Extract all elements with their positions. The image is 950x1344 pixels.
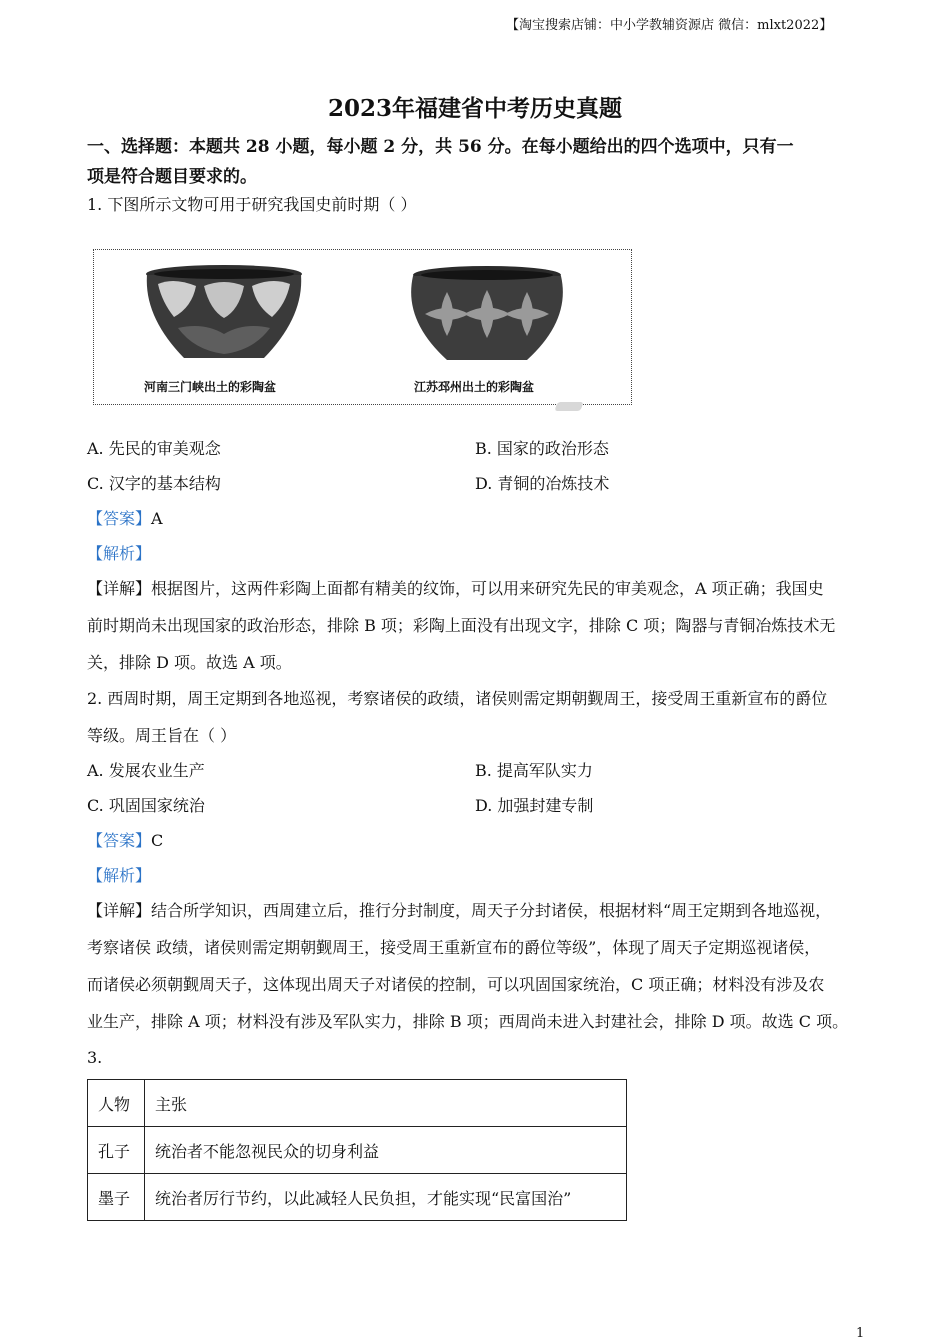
q1-figure (93, 249, 632, 405)
caption-left: 河南三门峡出土的彩陶盆 (144, 380, 277, 394)
answer-tag: 【答案】 (87, 509, 152, 528)
pottery-basin-left-image (144, 262, 304, 382)
q2-detail-line-1: 【详解】结合所学知识，西周建立后，推行分封制度，周天子分封诸侯，根据材料“周王定期到各地巡视， (87, 901, 832, 920)
table-cell: 孔子 (88, 1127, 145, 1174)
q1-option-d: D. 青铜的冶炼技术 (475, 474, 610, 493)
table-row (88, 1080, 627, 1127)
q2-detail-line-4: 业生产，排除 A 项；材料没有涉及军队实力，排除 B 项；西周尚未进入封建社会，排除 D 项。故选 C 项。 (87, 1012, 849, 1031)
table-cell: 墨子 (88, 1174, 145, 1221)
q2-option-d: D. 加强封建专制 (475, 796, 594, 815)
table-header-cell: 人物 (88, 1080, 145, 1127)
q2-stem-line-2: 等级。周王旨在（ ） (87, 726, 237, 745)
q2-option-c: C. 巩固国家统治 (87, 796, 205, 815)
q2-detail-line-3: 而诸侯必须朝觐周天子，这体现出周天子对诸侯的控制，可以巩固国家统治，C 项正确；材料没有涉及农 (87, 975, 825, 994)
pottery-basin-right-image (407, 262, 567, 382)
table-row (88, 1127, 627, 1174)
q1-option-c: C. 汉字的基本结构 (87, 474, 221, 493)
page-title: 2023年福建省中考历史真题 (327, 95, 622, 122)
q1-detail-line-2: 前时期尚未出现国家的政治形态，排除 B 项；彩陶上面没有出现文字，排除 C 项；陶器与青铜冶炼技术无 (87, 616, 836, 635)
table-header-cell: 主张 (145, 1080, 627, 1127)
q2-answer (87, 830, 163, 852)
caption-right: 江苏邳州出土的彩陶盆 (414, 380, 535, 394)
q3-number: 3. (87, 1048, 103, 1067)
q2-analysis-tag: 【解析】 (87, 866, 152, 885)
q1-detail-line-1: 【详解】根据图片，这两件彩陶上面都有精美的纹饰，可以用来研究先民的审美观念，A 项正确；我国史 (87, 579, 824, 598)
answer-value: A (151, 509, 163, 528)
watermark-mark (554, 402, 583, 411)
header-note: 【淘宝搜索店铺：中小学教辅资源店 微信：mlxt2022】 (506, 18, 833, 33)
page-number: 1 (856, 1326, 865, 1341)
table-cell: 统治者不能忽视民众的切身利益 (145, 1127, 627, 1174)
table-row (88, 1174, 627, 1221)
q2-option-a: A. 发展农业生产 (87, 761, 205, 780)
table-cell: 统治者厉行节约，以此减轻人民负担，才能实现“民富国治” (145, 1174, 627, 1221)
q2-option-b: B. 提高军队实力 (475, 761, 593, 780)
q2-stem-line-1: 2. 西周时期，周王定期到各地巡视，考察诸侯的政绩，诸侯则需定期朝觐周王，接受周王重新宣布的爵位 (87, 689, 828, 708)
q1-stem: 1. 下图所示文物可用于研究我国史前时期（ ） (87, 195, 417, 214)
section-heading-line-2: 项是符合题目要求的。 (87, 167, 257, 187)
answer-value: C (151, 831, 164, 850)
q1-detail-line-3: 关，排除 D 项。故选 A 项。 (87, 653, 292, 672)
q2-detail-line-2: 考察诸侯 政绩，诸侯则需定期朝觐周王，接受周王重新宣布的爵位等级”，体现了周天子定期巡视诸侯， (87, 938, 821, 957)
q1-answer (87, 508, 163, 530)
q1-option-a: A. 先民的审美观念 (87, 439, 221, 458)
q3-table (87, 1079, 627, 1221)
section-heading-line-1: 一、选择题：本题共 28 小题，每小题 2 分，共 56 分。在每小题给出的四个选项中，只有一 (87, 137, 794, 157)
q1-analysis-tag: 【解析】 (87, 544, 152, 563)
answer-tag: 【答案】 (87, 831, 152, 850)
q1-option-b: B. 国家的政治形态 (475, 439, 609, 458)
